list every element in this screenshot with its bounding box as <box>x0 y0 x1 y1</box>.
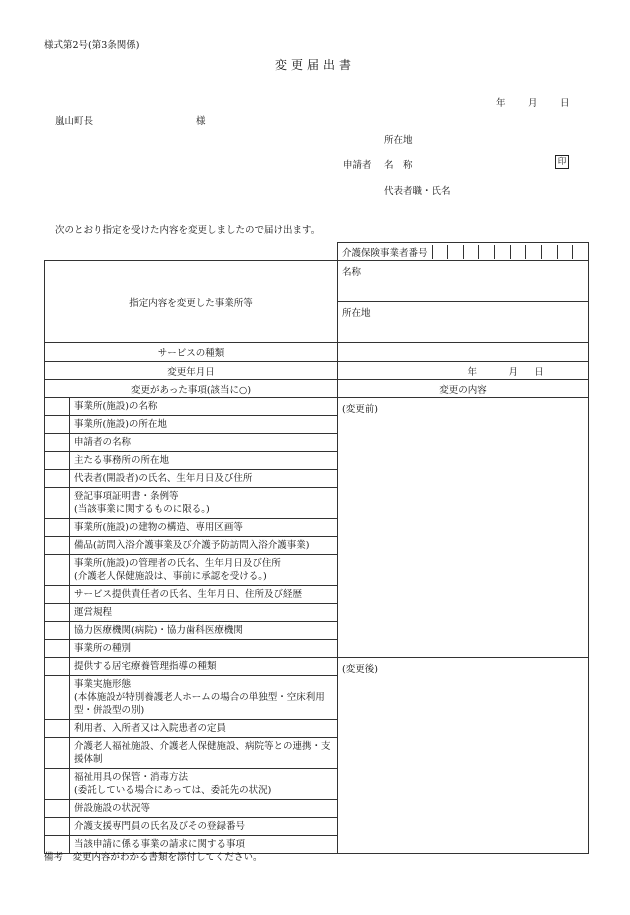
office-label: 指定内容を変更した事業所等 <box>45 261 338 343</box>
changed-items-header: 変更があった事項(該当に○) <box>45 380 338 398</box>
change-date-year: 年 <box>467 366 477 378</box>
office-address-field[interactable] <box>338 302 589 343</box>
changed-item-label: 主たる事務所の所在地 <box>70 452 338 470</box>
note-text: 備考 変更内容がわかる書類を添付してください。 <box>44 852 263 863</box>
changed-item-label: 協力医療機関(病院)・協力歯科医療機関 <box>70 622 338 640</box>
changed-item-label: 介護老人福祉施設、介護老人保健施設、病院等との連携・支援体制 <box>70 738 338 769</box>
change-after-label: (変更後) <box>342 664 378 675</box>
office-name-field[interactable] <box>338 261 589 302</box>
changed-item-label: 運営規程 <box>70 604 338 622</box>
changed-item-label: 申請者の名称 <box>70 434 338 452</box>
applicant-label: 申請者 <box>343 160 372 171</box>
changed-item-label: 事業実施形態 (本体施設が特別養護老人ホームの場合の単独型・空床利用型・併設型の別) <box>70 676 338 720</box>
changed-item-label: 当該申請に係る事業の請求に関する事項 <box>70 836 338 854</box>
changed-item-label: 代表者(開設者)の氏名、生年月日及び住所 <box>70 470 338 488</box>
addressee-honorific: 様 <box>196 116 206 127</box>
provider-number-label: 介護保険事業者番号 <box>338 245 433 259</box>
applicant-name-label: 名 称 <box>384 160 413 171</box>
item-check-cell[interactable] <box>45 622 70 640</box>
changed-item-label: 介護支援専門員の氏名及びその登録番号 <box>70 818 338 836</box>
changed-item-label: 併設施設の状況等 <box>70 800 338 818</box>
change-date-field[interactable] <box>338 362 589 380</box>
item-check-cell[interactable] <box>45 586 70 604</box>
change-before-field[interactable] <box>338 398 589 658</box>
changed-item-label: 事業所(施設)の名称 <box>70 398 338 416</box>
changed-item-row <box>45 658 589 676</box>
item-check-cell[interactable] <box>45 604 70 622</box>
item-check-cell[interactable] <box>45 676 70 720</box>
item-check-cell[interactable] <box>45 537 70 555</box>
item-check-cell[interactable] <box>45 769 70 800</box>
changed-item-label: 備品(訪問入浴介護事業及び介護予防訪問入浴介護事業) <box>70 537 338 555</box>
provider-number-field[interactable] <box>338 243 589 261</box>
office-address-label: 所在地 <box>342 308 371 319</box>
document-title: 変更届出書 <box>274 58 355 72</box>
item-check-cell[interactable] <box>45 720 70 738</box>
changed-item-label: 利用者、入所者又は入院患者の定員 <box>70 720 338 738</box>
item-check-cell[interactable] <box>45 738 70 769</box>
changed-item-label: 事業所(施設)の管理者の氏名、生年月日及び住所 (介護老人保健施設は、事前に承認を受ける。) <box>70 555 338 586</box>
change-date-label: 変更年月日 <box>45 362 338 380</box>
office-name-label: 名称 <box>342 267 362 278</box>
change-date-month: 月 <box>508 366 518 378</box>
item-check-cell[interactable] <box>45 452 70 470</box>
change-form-table <box>44 242 589 854</box>
changed-item-row <box>45 398 589 416</box>
item-check-cell[interactable] <box>45 488 70 519</box>
service-type-label: サービスの種類 <box>45 343 338 362</box>
item-check-cell[interactable] <box>45 555 70 586</box>
addressee-name: 嵐山町長 <box>55 116 94 127</box>
item-check-cell[interactable] <box>45 398 70 416</box>
change-content-header: 変更の内容 <box>338 380 589 398</box>
item-check-cell[interactable] <box>45 416 70 434</box>
changed-item-label: サービス提供責任者の氏名、生年月日、住所及び経歴 <box>70 586 338 604</box>
submission-date <box>496 95 570 109</box>
applicant-address-label: 所在地 <box>384 135 413 146</box>
item-check-cell[interactable] <box>45 800 70 818</box>
item-check-cell[interactable] <box>45 640 70 658</box>
changed-item-label: 事業所(施設)の所在地 <box>70 416 338 434</box>
changed-item-label: 事業所の種別 <box>70 640 338 658</box>
intro-text: 次のとおり指定を受けた内容を変更しましたので届け出ます。 <box>55 225 321 236</box>
seal-mark: 印 <box>555 155 569 169</box>
change-before-label: (変更前) <box>342 404 378 415</box>
item-check-cell[interactable] <box>45 470 70 488</box>
changed-item-label: 提供する居宅療養管理指導の種類 <box>70 658 338 676</box>
item-check-cell[interactable] <box>45 818 70 836</box>
date-day-label: 日 <box>560 98 570 109</box>
changed-item-label: 登記事項証明書・条例等 (当該事業に関するものに限る。) <box>70 488 338 519</box>
service-type-field[interactable] <box>338 343 589 362</box>
form-number: 様式第2号(第3条関係) <box>44 40 140 51</box>
date-year-label: 年 <box>496 98 506 109</box>
item-check-cell[interactable] <box>45 519 70 537</box>
changed-item-label: 福祉用具の保管・消毒方法 (委託している場合にあっては、委託先の状況) <box>70 769 338 800</box>
changed-item-label: 事業所(施設)の建物の構造、専用区画等 <box>70 519 338 537</box>
item-check-cell[interactable] <box>45 658 70 676</box>
change-after-field[interactable] <box>338 658 589 854</box>
representative-label: 代表者職・氏名 <box>384 186 451 197</box>
date-month-label: 月 <box>528 98 538 109</box>
change-date-day: 日 <box>534 366 544 378</box>
item-check-cell[interactable] <box>45 434 70 452</box>
